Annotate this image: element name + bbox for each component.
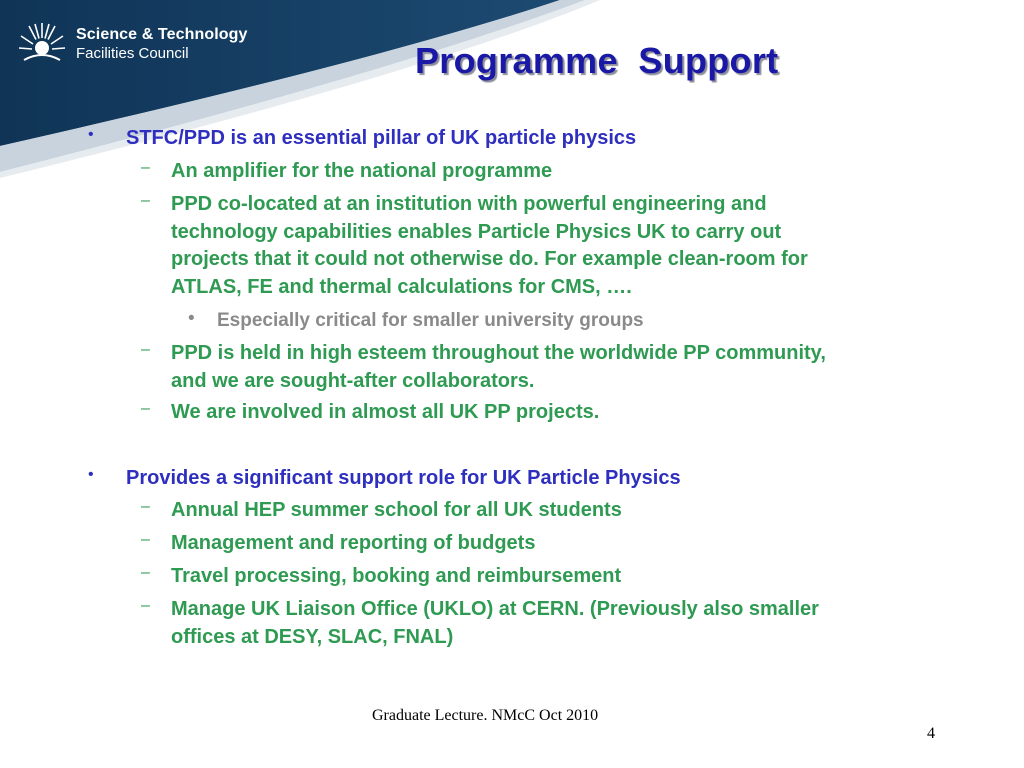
sub-bullet-text: Management and reporting of budgets bbox=[171, 532, 536, 554]
bullet-marker: • bbox=[88, 466, 94, 483]
footer-text: Graduate Lecture. NMcC Oct 2010 bbox=[372, 707, 599, 724]
sub-bullet-text: technology capabilities enables Particle Physics UK to carry out bbox=[171, 220, 782, 243]
sub-bullet-text: Manage UK Liaison Office (UKLO) at CERN. (Previously also smaller bbox=[171, 598, 819, 620]
sub-sub-bullet-marker: • bbox=[188, 308, 195, 329]
bullet-marker: • bbox=[88, 126, 94, 143]
stfc-logo bbox=[18, 20, 248, 68]
sub-bullet-text: projects that it could not otherwise do. For example clean-room for bbox=[171, 248, 808, 270]
sub-bullet-text: Annual HEP summer school for all UK students bbox=[171, 499, 622, 521]
slide-title: Programme Support bbox=[415, 40, 779, 81]
sub-bullet-marker: – bbox=[141, 400, 150, 417]
bullet-2-text: Provides a significant support role for UK Particle Physics bbox=[126, 467, 681, 489]
logo-line-1: Science & Technology bbox=[76, 26, 248, 43]
sub-bullet-marker: – bbox=[141, 192, 150, 209]
bullet-1-text: STFC/PPD is an essential pillar of UK particle physics bbox=[126, 127, 637, 149]
sub-bullet-text: and we are sought-after collaborators. bbox=[171, 369, 535, 392]
sub-bullet-text: Travel processing, booking and reimbursement bbox=[171, 565, 622, 587]
sub-bullet-text: offices at DESY, SLAC, FNAL) bbox=[171, 625, 454, 648]
sub-bullet-marker: – bbox=[141, 531, 150, 548]
sub-bullet-text: PPD co-located at an institution with powerful engineering and bbox=[171, 193, 767, 215]
sub-bullet-marker: – bbox=[141, 159, 150, 176]
sub-bullet-marker: – bbox=[141, 597, 150, 614]
logo-line-2: Facilities Council bbox=[76, 45, 189, 62]
sub-bullet-marker: – bbox=[141, 564, 150, 581]
sub-bullet-text: PPD is held in high esteem throughout the worldwide PP community, bbox=[171, 342, 826, 364]
sunburst-logo-icon bbox=[18, 20, 66, 68]
sub-bullet-marker: – bbox=[141, 498, 150, 515]
sub-bullet-marker: – bbox=[141, 341, 150, 358]
sub-bullet-text: We are involved in almost all UK PP projects. bbox=[171, 401, 600, 423]
sub-sub-bullet-text: Especially critical for smaller university groups bbox=[217, 310, 644, 331]
page-number: 4 bbox=[927, 725, 935, 742]
sub-bullet-text: An amplifier for the national programme bbox=[171, 160, 553, 182]
sub-bullet-text: ATLAS, FE and thermal calculations for CMS, …. bbox=[171, 275, 632, 298]
